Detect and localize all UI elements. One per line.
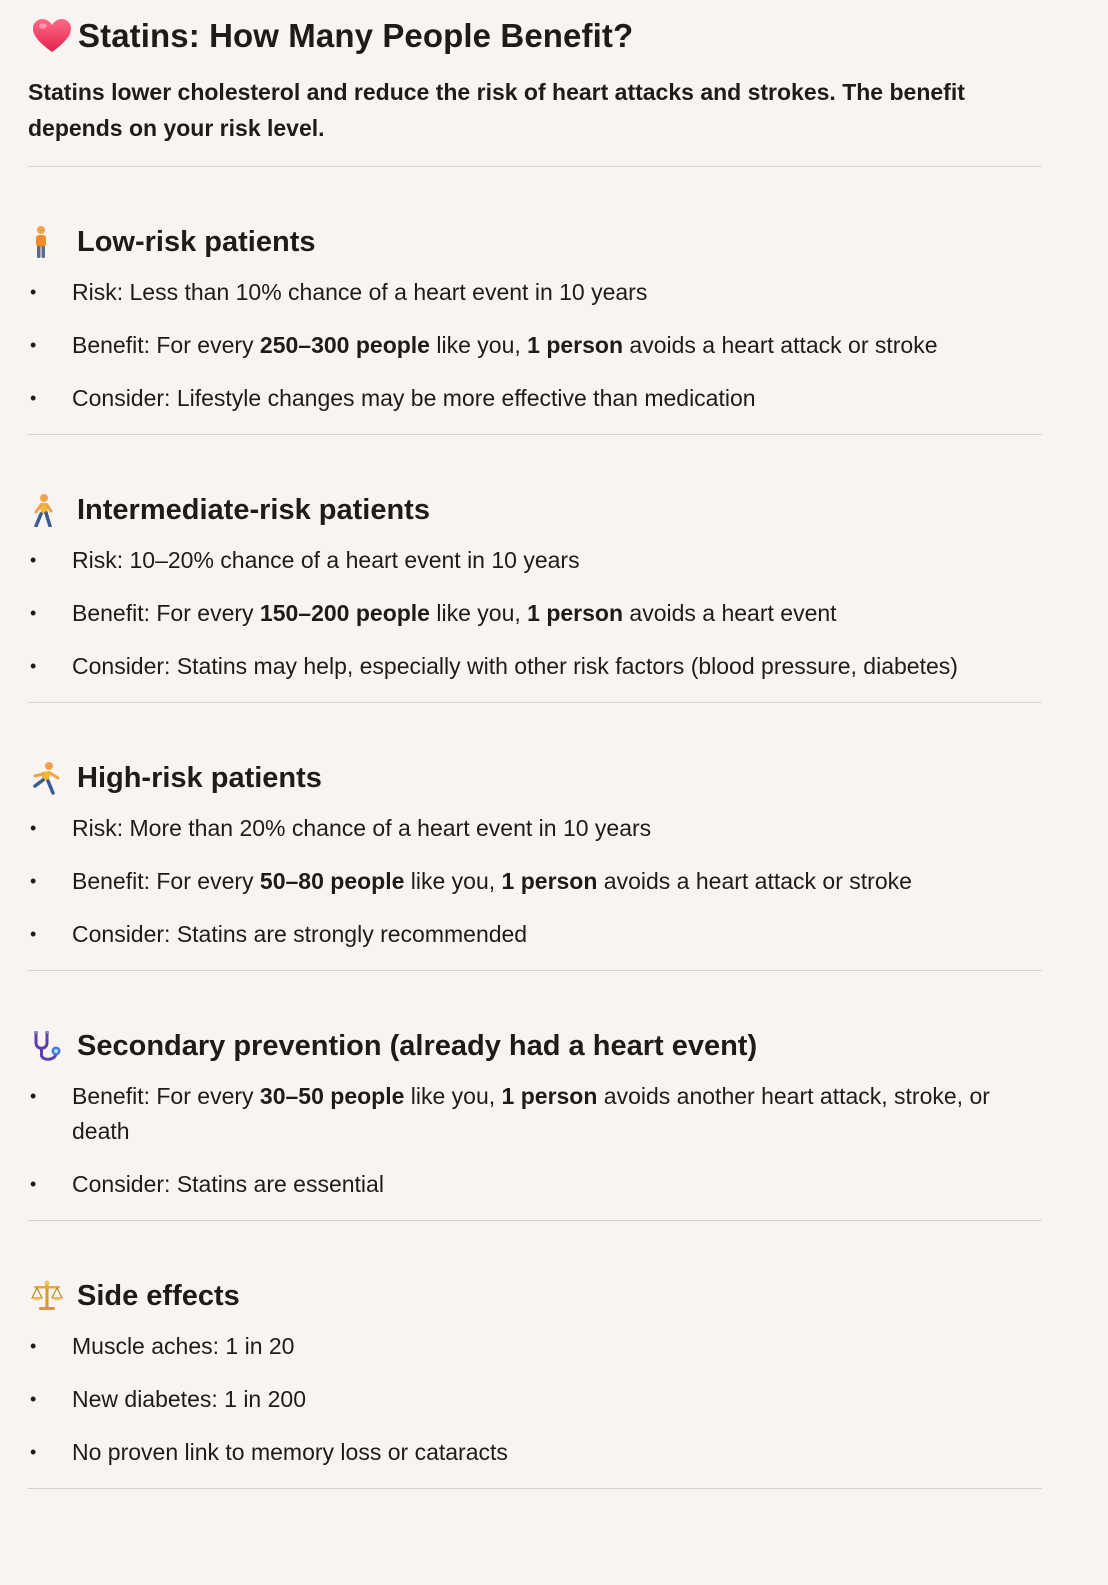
stethoscope-icon — [28, 1027, 77, 1065]
emphasis-text: 30–50 people — [259, 1083, 405, 1109]
section-heading: High-risk patients — [77, 761, 322, 794]
section-heading: Low-risk patients — [77, 225, 316, 258]
list-item — [28, 275, 1052, 310]
item-text: like you, — [429, 332, 528, 358]
divider — [28, 1488, 1042, 1489]
item-text: Risk: Less than 10% chance of a heart event in 10 years — [72, 279, 648, 305]
bullet-icon: • — [30, 335, 37, 355]
list-item — [28, 917, 1052, 952]
list-item — [28, 1329, 1052, 1364]
emphasis-text: 1 person — [527, 332, 624, 358]
item-text: Risk: More than 20% chance of a heart event in 10 years — [72, 815, 652, 841]
emphasis-text: 50–80 people — [259, 868, 405, 894]
bullet-icon: • — [30, 1389, 37, 1409]
section — [28, 703, 1108, 970]
title-row — [28, 14, 1108, 58]
walking-person-icon — [28, 491, 77, 529]
item-text: Consider: Statins may help, especially with other risk factors (blood pressure, diabetes) — [72, 653, 958, 679]
heart-icon — [32, 14, 78, 58]
section-heading-row — [28, 223, 1108, 261]
section — [28, 971, 1108, 1220]
bullet-icon: • — [30, 550, 37, 570]
bullet-icon: • — [30, 282, 37, 302]
item-text: Consider: Lifestyle changes may be more effective than medication — [72, 385, 756, 411]
section — [28, 1221, 1108, 1488]
item-text: Benefit: For every — [72, 1083, 260, 1109]
list-item — [28, 864, 1052, 899]
bullet-icon: • — [30, 871, 37, 891]
bullet-icon: • — [30, 1336, 37, 1356]
list-item — [28, 328, 1052, 363]
section — [28, 435, 1108, 702]
running-person-icon — [28, 759, 77, 797]
item-text: No proven link to memory loss or cataracts — [72, 1439, 508, 1465]
list-item — [28, 381, 1052, 416]
item-text: Benefit: For every — [72, 332, 260, 358]
item-text: avoids a heart attack or stroke — [623, 332, 938, 358]
emphasis-text: 1 person — [501, 868, 598, 894]
section-heading-row — [28, 1277, 1108, 1315]
bullet-icon: • — [30, 924, 37, 944]
emphasis-text: 1 person — [501, 1083, 598, 1109]
list-item — [28, 1435, 1052, 1470]
bullet-list — [28, 811, 1108, 952]
list-item — [28, 543, 1052, 578]
page-title: Statins: How Many People Benefit? — [78, 17, 634, 54]
list-item — [28, 1167, 1052, 1202]
list-item — [28, 1382, 1052, 1417]
bullet-icon: • — [30, 656, 37, 676]
bullet-list — [28, 543, 1108, 684]
item-text: Benefit: For every — [72, 600, 260, 626]
item-text: Benefit: For every — [72, 868, 260, 894]
item-text: Risk: 10–20% chance of a heart event in 10 years — [72, 547, 580, 573]
emphasis-text: 250–300 people — [259, 332, 430, 358]
bullet-list — [28, 1079, 1108, 1202]
list-item — [28, 649, 1052, 684]
bullet-icon: • — [30, 818, 37, 838]
bullet-icon: • — [30, 1174, 37, 1194]
section-heading: Intermediate-risk patients — [77, 493, 430, 526]
section-heading: Secondary prevention (already had a heart event) — [77, 1029, 758, 1062]
bullet-icon: • — [30, 1086, 37, 1106]
section-heading-row — [28, 491, 1108, 529]
section-heading-row — [28, 759, 1108, 797]
section-heading-row — [28, 1027, 1108, 1065]
item-text: Consider: Statins are strongly recommended — [72, 921, 528, 947]
item-text: avoids a heart event — [623, 600, 837, 626]
sections-container — [28, 167, 1108, 1489]
item-text: avoids another heart attack, stroke, or death — [72, 1083, 990, 1144]
intro-text: Statins lower cholesterol and reduce the risk of heart attacks and strokes. The benefit depends on your risk level. — [28, 79, 965, 141]
item-text: like you, — [429, 600, 528, 626]
item-text: avoids a heart attack or stroke — [597, 868, 912, 894]
section — [28, 167, 1108, 434]
section-heading: Side effects — [77, 1279, 240, 1312]
item-text: New diabetes: 1 in 200 — [72, 1386, 306, 1412]
item-text: like you, — [404, 1083, 502, 1109]
list-item — [28, 1079, 1052, 1149]
list-item — [28, 811, 1052, 846]
emphasis-text: 150–200 people — [259, 600, 430, 626]
item-text: Muscle aches: 1 in 20 — [72, 1333, 295, 1359]
bullet-list — [28, 275, 1108, 416]
item-text: Consider: Statins are essential — [72, 1171, 384, 1197]
bullet-list — [28, 1329, 1108, 1470]
standing-person-icon — [28, 223, 77, 261]
emphasis-text: 1 person — [527, 600, 624, 626]
item-text: like you, — [404, 868, 502, 894]
bullet-icon: • — [30, 1442, 37, 1462]
bullet-icon: • — [30, 603, 37, 623]
list-item — [28, 596, 1052, 631]
bullet-icon: • — [30, 388, 37, 408]
balance-scale-icon — [28, 1277, 77, 1315]
